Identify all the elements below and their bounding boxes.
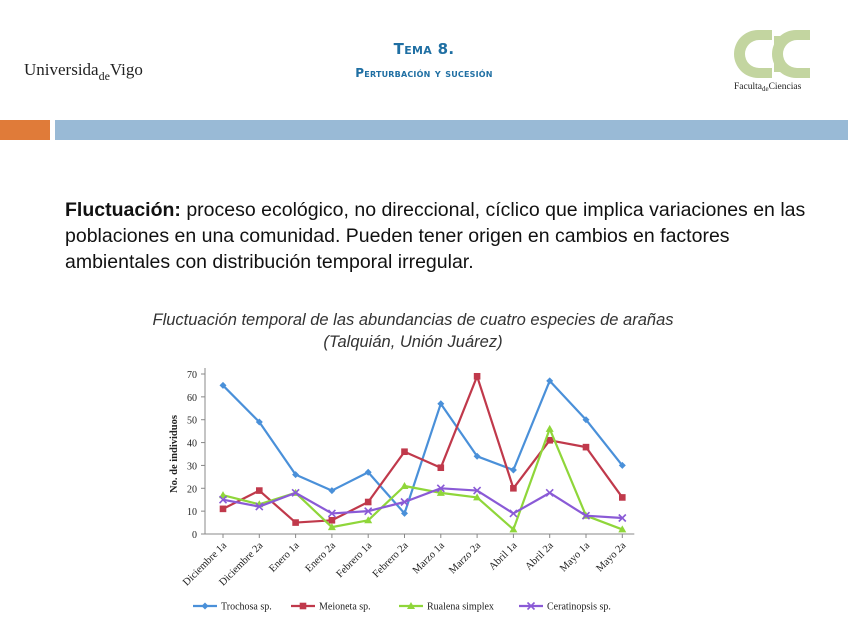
- data-point-marker: [401, 448, 408, 455]
- x-tick-label: Febrero 2a: [370, 540, 411, 581]
- data-point-marker: [474, 373, 481, 380]
- definition-term: Fluctuación:: [65, 199, 181, 221]
- y-tick-label: 50: [187, 415, 197, 427]
- faculty-name-de: de: [761, 85, 769, 93]
- x-tick-label: Marzo 2a: [447, 540, 484, 577]
- topic-title: Perturbación y sucesión: [355, 66, 493, 80]
- data-point-marker: [220, 506, 227, 513]
- chart-subtitle: (Talquián, Unión Juárez): [323, 333, 503, 351]
- university-name-de: de: [98, 69, 110, 83]
- x-tick-label: Mayo 1a: [558, 540, 593, 575]
- x-tick-label: Marzo 1a: [410, 540, 447, 577]
- legend-label: Rualena simplex: [427, 601, 494, 613]
- y-tick-label: 10: [187, 507, 197, 519]
- chart-title: Fluctuación temporal de las abundancias de cuatro especies de arañas: [152, 311, 674, 329]
- data-point-marker: [256, 487, 263, 494]
- x-tick-label: Enero 2a: [303, 540, 339, 575]
- data-point-marker: [329, 517, 336, 524]
- data-point-marker: [365, 499, 372, 506]
- x-tick-label: Abril 1a: [487, 540, 520, 573]
- data-point-marker: [510, 467, 517, 474]
- x-tick-label: Abril 2a: [523, 540, 556, 573]
- data-point-marker: [292, 519, 299, 526]
- series-line: [223, 488, 622, 518]
- faculty-name-end: Ciencias: [768, 82, 802, 92]
- data-point-marker: [583, 444, 590, 451]
- university-name: Universida: [24, 60, 99, 79]
- legend-label: Trochosa sp.: [221, 601, 272, 613]
- x-tick-label: Diciembre 2a: [217, 540, 266, 589]
- x-tick-label: Enero 1a: [267, 540, 302, 575]
- legend-label: Ceratinopsis sp.: [547, 601, 611, 613]
- y-axis-label: No. de individuos: [169, 415, 180, 493]
- university-name-end: Vigo: [109, 60, 143, 79]
- data-point-marker: [510, 485, 517, 492]
- x-tick-label: Febrero 1a: [334, 540, 375, 581]
- data-point-marker: [438, 464, 445, 471]
- y-tick-label: 60: [187, 392, 197, 404]
- series-line: [223, 429, 622, 530]
- y-tick-label: 20: [187, 484, 197, 496]
- y-tick-label: 70: [187, 370, 197, 381]
- legend-label: Meioneta sp.: [319, 601, 371, 613]
- data-point-marker: [619, 494, 626, 501]
- topic-number: Tema 8.: [393, 40, 455, 58]
- y-tick-label: 0: [192, 530, 197, 541]
- data-point-marker: [202, 603, 209, 610]
- x-tick-label: Diciembre 1a: [181, 540, 230, 589]
- x-tick-label: Mayo 2a: [594, 540, 629, 575]
- data-point-marker: [546, 425, 554, 432]
- faculty-name-start: Faculta: [734, 82, 762, 92]
- definition-text: proceso ecológico, no direccional, cíclico que implica variaciones en las poblaciones en una comunidad. Pueden tener origen en cambios en factores ambientales con distribución temporal irregular.: [65, 199, 806, 273]
- data-point-marker: [300, 603, 307, 610]
- y-tick-label: 30: [187, 461, 197, 473]
- y-tick-label: 40: [187, 438, 197, 450]
- series-line: [223, 381, 622, 514]
